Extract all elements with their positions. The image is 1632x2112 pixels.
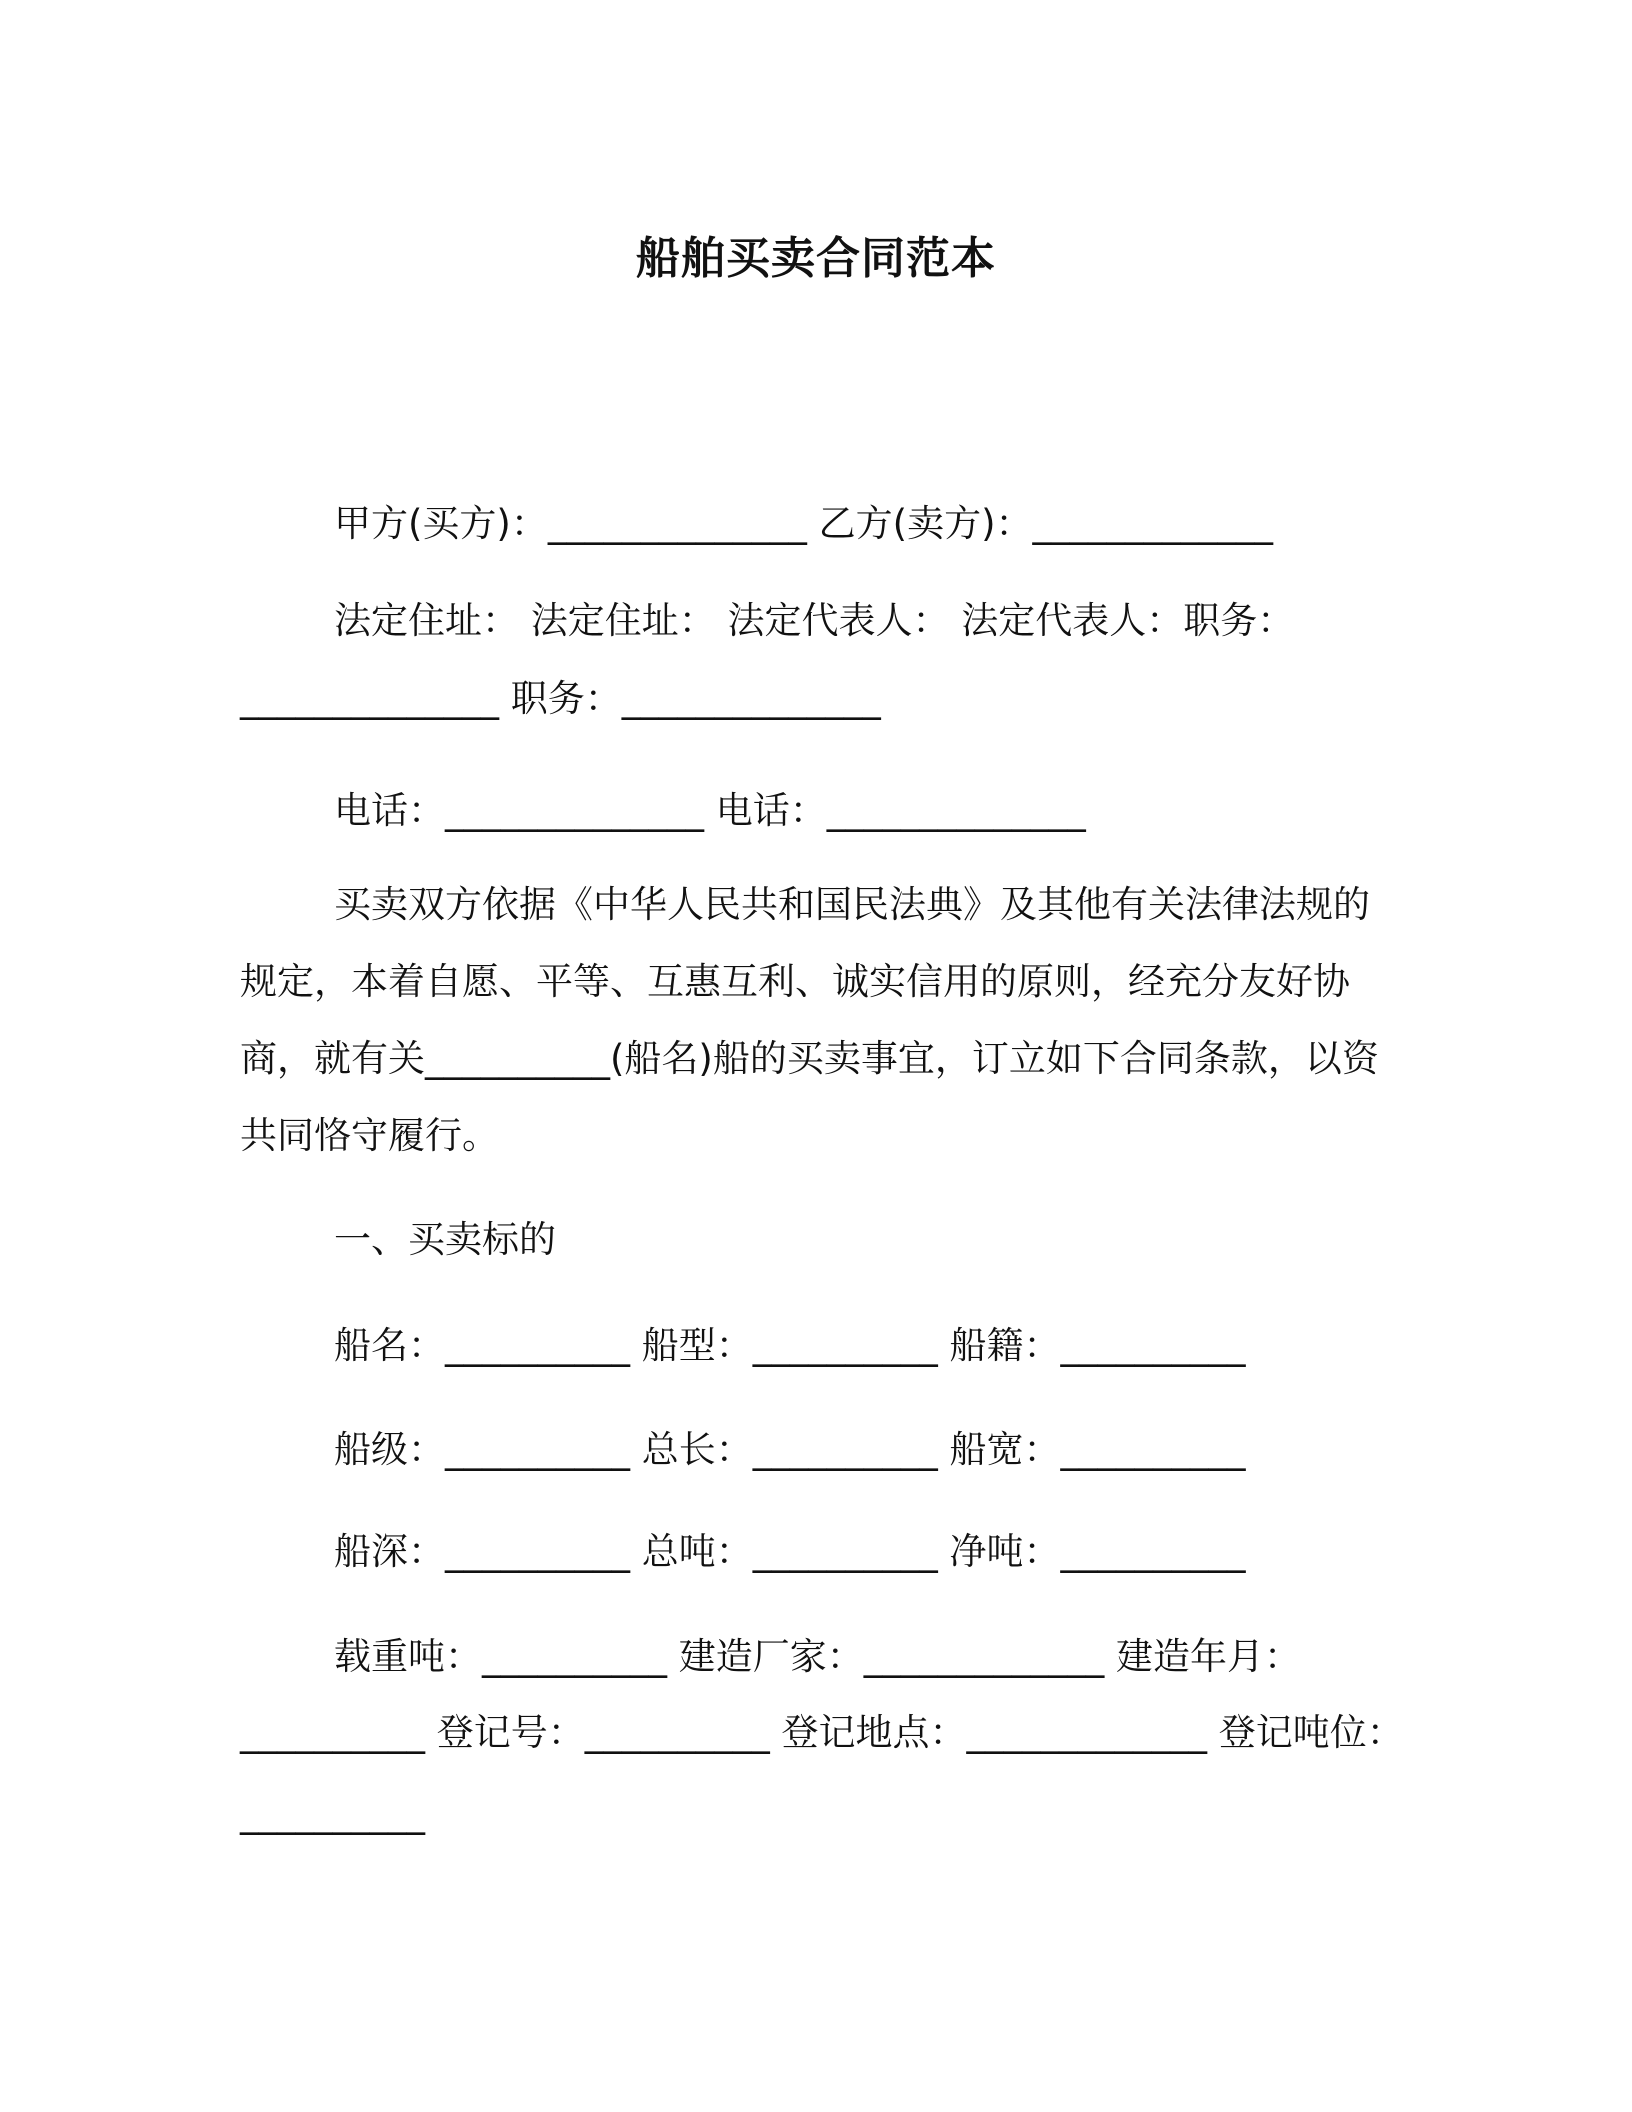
preamble-line-4: 共同恪守履行。 [240, 1114, 499, 1157]
ship-info-line-2: 船级：__________ 总长：__________ 船宽：__________ [334, 1428, 1246, 1471]
phone-line: 电话：______________ 电话：______________ [334, 789, 1086, 832]
preamble-line-3: 商，就有关__________(船名)船的买卖事宜，订立如下合同条款，以资 [240, 1037, 1379, 1080]
document-title: 船舶买卖合同范本 [636, 233, 996, 284]
preamble-line-2: 规定，本着自愿、平等、互惠互利、诚实信用的原则，经充分友好协 [240, 960, 1350, 1003]
ship-info-line-3: 船深：__________ 总吨：__________ 净吨：__________ [334, 1530, 1246, 1573]
address-representative-line: 法定住址： 法定住址： 法定代表人： 法定代表人：职务： [334, 599, 1295, 642]
preamble-line-1: 买卖双方依据《中华人民共和国民法典》及其他有关法律法规的 [334, 883, 1370, 926]
ship-info-line-5: __________ 登记号：__________ 登记地点：_____________ 登记吨位： [240, 1711, 1404, 1754]
position-line: ______________ 职务：______________ [240, 677, 881, 720]
ship-info-line-6: __________ [240, 1792, 425, 1835]
ship-info-line-1: 船名：__________ 船型：__________ 船籍：__________ [334, 1324, 1246, 1367]
ship-info-line-4: 载重吨：__________ 建造厂家：_____________ 建造年月： [334, 1635, 1302, 1678]
section-heading: 一、买卖标的 [334, 1218, 556, 1261]
party-names-line: 甲方(买方)：______________ 乙方(卖方)：_____________ [334, 502, 1274, 545]
